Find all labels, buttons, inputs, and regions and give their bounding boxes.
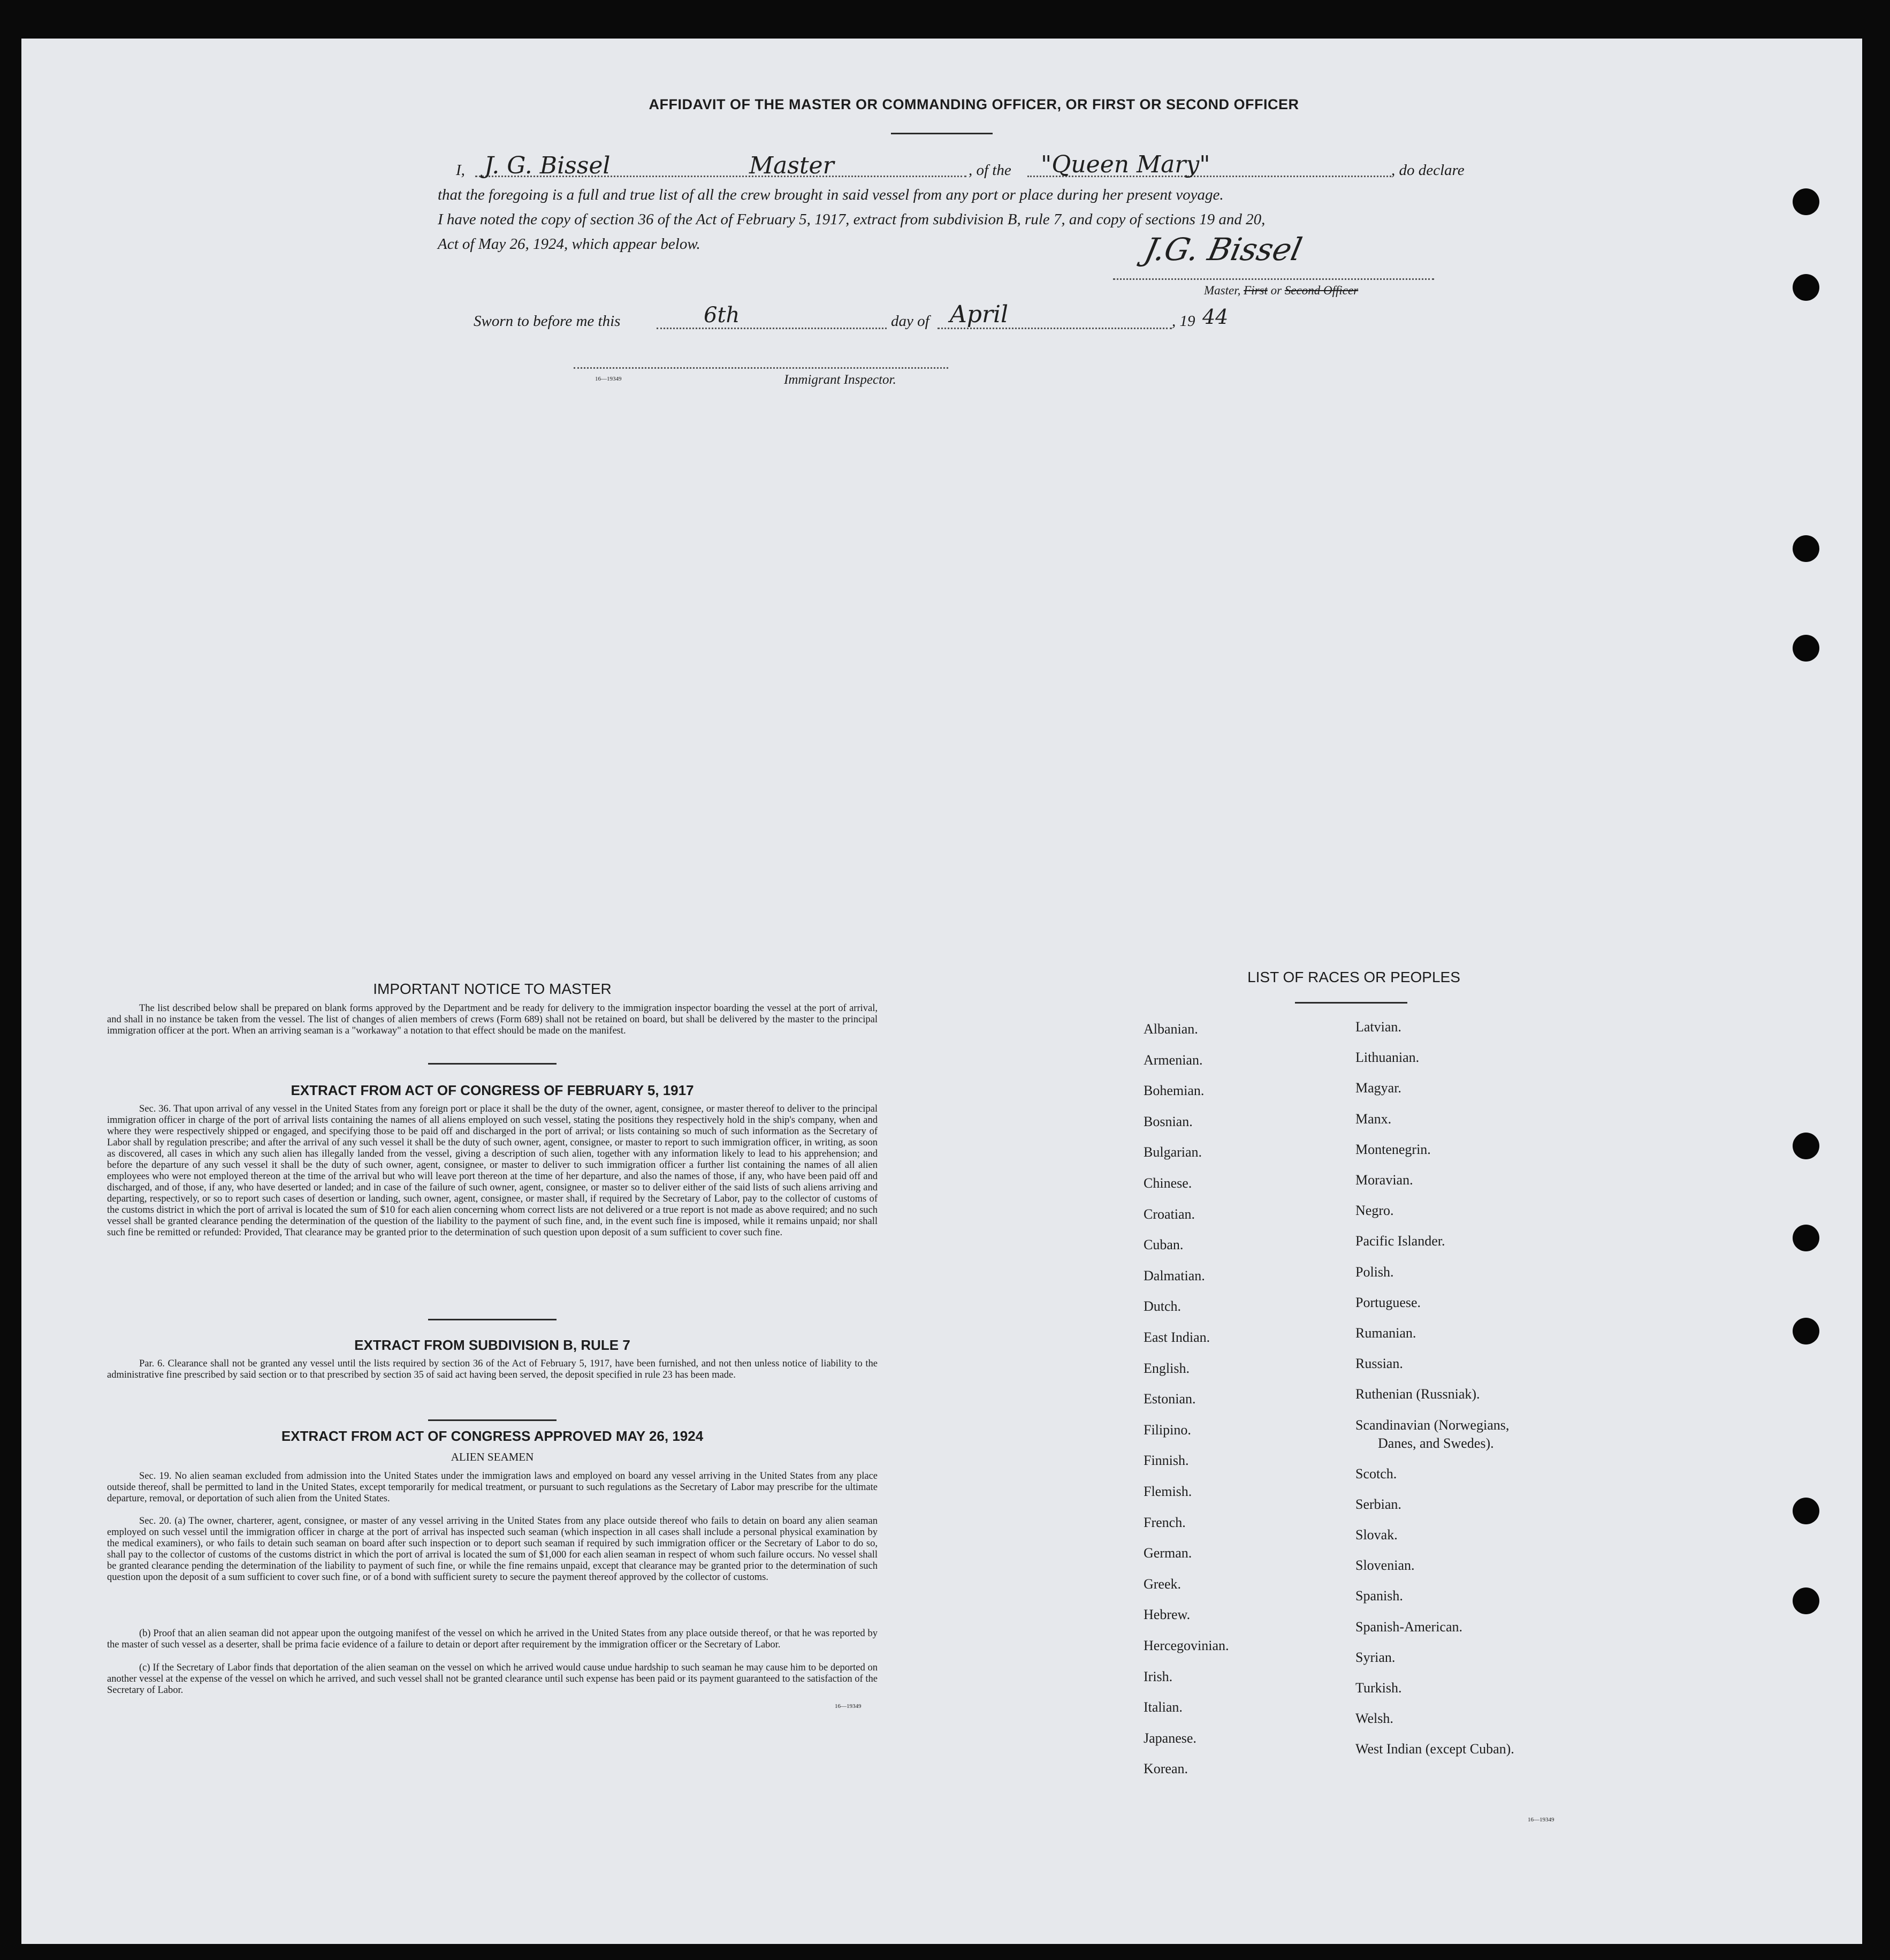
race-item: French.	[1144, 1514, 1186, 1530]
race-item: Bulgarian.	[1144, 1144, 1202, 1160]
extract-1917-body: Sec. 36. That upon arrival of any vessel in the United States from any foreign port or place it shall be the duty of the owner, agent, consignee, or master thereof to deliver to the principal immigration officer in charge of the port of arrival lists containing the names of all aliens employed on such vessel, stating the positions they respectively hold in the ship's company, when and where they were respectively shipped or engaged, and specifying those to be paid off and discharged in the port of arrival; or lists containing so much of such information as the Secretary of Labor shall by regulation prescribe; and after the arrival of any such vessel it shall be the duty of such owner, agent, consignee, or master to report to such immigration officer, in writing, as soon as discovered, all cases in which any such alien has illegally landed from the vessel, giving a description of such alien, together with any information likely to lead to his apprehension; and before the departure of any such vessel it shall be the duty of such owner, agent, consignee, or master to deliver to such immigration officer a further list containing the names of all alien employees who were not employed thereon at the time of the arrival but who will leave port thereon at the time of her departure, and also the names of those, if any, who have been paid off and discharged, and of those, if any, who have deserted or landed; and in case of the failure of such owner, agent, consignee, or master so to deliver either of the said lists of such aliens arriving and departing, respectively, or so to report such cases of desertion or landing, such owner, agent, consignee, or master shall, if required by the Secretary of Labor, pay to the collector of customs of the customs district in which the port of arrival is located the sum of $10 for each alien concerning whom correct lists are not delivered or a true report is not made as above required; and no such vessel shall be granted clearance pending the determination of the question of the liability to the payment of such fine, and, in the event such fine is imposed, while it remains unpaid; nor shall such fine be remitted or refunded: Provided, That clearance may be granted prior to the determination of such question upon deposit of a sum sufficient to cover such fine.	[107, 1104, 878, 1238]
race-item: Ruthenian (Russniak).	[1355, 1386, 1480, 1402]
race-item: Negro.	[1355, 1203, 1394, 1219]
races-title: LIST OF RACES OR PEOPLES	[1247, 969, 1460, 985]
race-item: Bohemian.	[1144, 1083, 1205, 1099]
race-item: Slovak.	[1355, 1527, 1398, 1543]
extract-1924-sec20c: (c) If the Secretary of Labor finds that deportation of the alien seaman on the vessel on which he arrived would cause undue hardship to such seaman he may cause him to be deported on another vessel at the expense of the vessel on which he arrived, and such vessel shall not be granted clearance until such expense has been paid or its payment guaranteed to the satisfaction of the Secretary of Labor.	[107, 1662, 878, 1696]
race-item: Rumanian.	[1355, 1325, 1416, 1341]
race-item: Flemish.	[1144, 1484, 1192, 1499]
inspector-label: Immigrant Inspector.	[784, 373, 896, 387]
race-item: Scotch.	[1355, 1465, 1397, 1482]
do-declare-label: , do declare	[1391, 162, 1465, 179]
punch-hole	[1793, 1587, 1819, 1614]
punch-hole	[1793, 1498, 1819, 1524]
race-item: Danes, and Swedes).	[1378, 1435, 1494, 1451]
caption-or: or	[1270, 284, 1282, 297]
race-item: Cuban.	[1144, 1237, 1184, 1253]
sworn-day: 6th	[704, 303, 740, 328]
extract-rule7-title: EXTRACT FROM SUBDIVISION B, RULE 7	[354, 1337, 630, 1353]
race-item: Greek.	[1144, 1576, 1182, 1592]
race-item: Hercegovinian.	[1144, 1638, 1229, 1653]
master-rank: Master	[749, 152, 834, 179]
extract-1924-subtitle: ALIEN SEAMEN	[451, 1450, 534, 1463]
vessel-name: "Queen Mary"	[1041, 151, 1210, 178]
races-form-number: 16—19349	[1528, 1817, 1554, 1823]
punch-hole	[1793, 535, 1819, 562]
extract-rule7-divider	[428, 1419, 557, 1421]
race-item: Slovenian.	[1355, 1558, 1415, 1574]
sworn-month: April	[950, 301, 1009, 328]
race-item: Filipino.	[1144, 1422, 1191, 1438]
race-item: Turkish.	[1355, 1680, 1402, 1696]
race-item: Syrian.	[1355, 1649, 1396, 1665]
master-signature: J.G. Bissel	[1141, 231, 1306, 268]
sworn-year: 44	[1202, 305, 1229, 329]
title-underline	[891, 133, 993, 134]
caption-master: Master,	[1204, 284, 1241, 297]
race-item: Portuguese.	[1355, 1294, 1421, 1310]
extract-1917-divider	[428, 1319, 557, 1320]
race-item: Armenian.	[1144, 1052, 1203, 1068]
race-item: Latvian.	[1355, 1019, 1401, 1035]
extract-1924-sec20a: Sec. 20. (a) The owner, charterer, agent, consignee, or master of any vessel arriving in the United States from any place outside thereof who fails to detain on board any alien seaman employed on such vessel until the immigration officer in charge at the port of arrival has inspected such seaman (which inspection in all cases shall include a personal physical examination by the medical examiners), or who fails to detain such seaman on board after such inspection or to deport such seaman if required by such immigration officer or the Secretary of Labor to do so, shall pay to the collector of customs of the customs district in which the port of arrival is located the sum of $1,000 for each alien seaman in respect of whom such failure occurs. No vessel shall be granted clearance pending the determination of the liability to payment of such fine, or while the fine remains unpaid, except that clearance may be granted prior to the determination of such question upon the deposit of a sum sufficient to cover such fine, or of a bond with sufficient surety to secure the payment thereof approved by the collector of customs.	[107, 1516, 878, 1583]
day-of-label: day of	[891, 313, 929, 330]
race-item: Russian.	[1355, 1356, 1403, 1372]
race-item: English.	[1144, 1360, 1190, 1376]
master-name: J. G. Bissel	[484, 152, 611, 179]
race-item: Dalmatian.	[1144, 1267, 1205, 1283]
race-item: Welsh.	[1355, 1711, 1393, 1727]
race-item: Montenegrin.	[1355, 1141, 1431, 1157]
declaration-line-2: that the foregoing is a full and true list of all the crew brought in said vessel from any port or place during her present voyage.	[438, 186, 1224, 203]
race-item: Polish.	[1355, 1264, 1394, 1280]
punch-hole	[1793, 274, 1819, 301]
race-item: Scandinavian (Norwegians,	[1355, 1417, 1510, 1433]
extract-1924-title: EXTRACT FROM ACT OF CONGRESS APPROVED MAY 26, 1924	[281, 1428, 704, 1444]
punch-hole	[1793, 188, 1819, 215]
race-item: Irish.	[1144, 1668, 1173, 1684]
punch-hole	[1793, 635, 1819, 662]
race-item: Manx.	[1355, 1111, 1392, 1127]
race-item: Pacific Islander.	[1355, 1233, 1445, 1249]
race-item: Bosnian.	[1144, 1113, 1193, 1129]
race-item: Hebrew.	[1144, 1607, 1191, 1623]
day-blank	[657, 328, 887, 329]
extract-1917-title: EXTRACT FROM ACT OF CONGRESS OF FEBRUARY 5, 1917	[291, 1082, 694, 1098]
declaration-line-3: I have noted the copy of section 36 of the Act of February 5, 1917, extract from subdivision B, rule 7, and copy of sections 19 and 20,	[438, 211, 1266, 228]
race-item: Albanian.	[1144, 1021, 1198, 1037]
notice-body: The list described below shall be prepared on blank forms approved by the Department and be ready for delivery to the immigration inspector boarding the vessel at the port of arrival, and shall in no instance be taken from the vessel. The list of changes of alien members of crews (Form 689) shall not be retained on board, but shall be delivered by the master to the principal immigration officer at the port. When an arriving seaman is a "workaway" a notation to that effect should be made on the manifest.	[107, 1003, 878, 1036]
year-prefix: , 19	[1172, 313, 1195, 330]
punch-hole	[1793, 1318, 1819, 1344]
races-divider	[1295, 1002, 1407, 1004]
declaration-line-4: Act of May 26, 1924, which appear below.	[438, 235, 700, 253]
sworn-label: Sworn to before me this	[474, 313, 621, 330]
race-item: Croatian.	[1144, 1206, 1195, 1222]
race-item: Italian.	[1144, 1699, 1183, 1715]
race-item: Lithuanian.	[1355, 1050, 1420, 1066]
i-label: I,	[456, 162, 465, 179]
race-item: Estonian.	[1144, 1391, 1196, 1407]
signature-caption	[1204, 284, 1358, 298]
of-the-label: , of the	[969, 162, 1011, 179]
notice-divider	[428, 1063, 557, 1065]
race-item: Spanish-American.	[1355, 1619, 1463, 1635]
race-item: West Indian (except Cuban).	[1355, 1741, 1514, 1757]
race-item: Finnish.	[1144, 1453, 1189, 1469]
notice-title: IMPORTANT NOTICE TO MASTER	[373, 981, 612, 997]
race-item: German.	[1144, 1545, 1192, 1561]
race-item: Spanish.	[1355, 1588, 1403, 1604]
race-item: Dutch.	[1144, 1298, 1182, 1315]
race-item: Korean.	[1144, 1761, 1188, 1777]
inspector-line	[574, 367, 948, 369]
inspector-form-number: 16—19349	[595, 376, 622, 382]
signature-line	[1113, 278, 1434, 280]
race-item: Magyar.	[1355, 1080, 1401, 1096]
caption-second-officer: Second Officer	[1284, 284, 1359, 297]
race-item: East Indian.	[1144, 1330, 1210, 1345]
affidavit-title: AFFIDAVIT OF THE MASTER OR COMMANDING OFFICER, OR FIRST OR SECOND OFFICER	[649, 96, 1299, 112]
document-page	[21, 39, 1862, 1944]
race-item: Chinese.	[1144, 1175, 1192, 1191]
extract-1924-sec19: Sec. 19. No alien seaman excluded from admission into the United States under the immigration laws and employed on board any vessel arriving in the United States from any place outside thereof, shall be permitted to land in the United States, except temporarily for medical treatment, or pursuant to such regulations as the Secretary of Labor may prescribe for the ultimate departure, removal, or deportation of such alien from the United States.	[107, 1471, 878, 1504]
extract-rule7-body: Par. 6. Clearance shall not be granted any vessel until the lists required by section 36 of the Act of February 5, 1917, have been furnished, and not then unless notice of liability to the administrative fine prescribed by said section or to that prescribed by section 35 of said act having been served, the deposit specified in rule 23 has been made.	[107, 1358, 878, 1380]
caption-first: First	[1244, 284, 1268, 297]
race-item: Moravian.	[1355, 1172, 1413, 1188]
punch-hole	[1793, 1225, 1819, 1251]
extract-1924-form-number: 16—19349	[835, 1703, 862, 1710]
race-item: Serbian.	[1355, 1496, 1401, 1512]
race-item: Japanese.	[1144, 1730, 1197, 1746]
extract-1924-sec20b: (b) Proof that an alien seaman did not appear upon the outgoing manifest of the vessel on which he arrived in the United States from any place outside thereof, or that he was reported by the master of such vessel as a deserter, shall be prima facie evidence of a failure to detain or deport after requirement by the immigration officer or the Secretary of Labor.	[107, 1628, 878, 1650]
punch-hole	[1793, 1133, 1819, 1159]
